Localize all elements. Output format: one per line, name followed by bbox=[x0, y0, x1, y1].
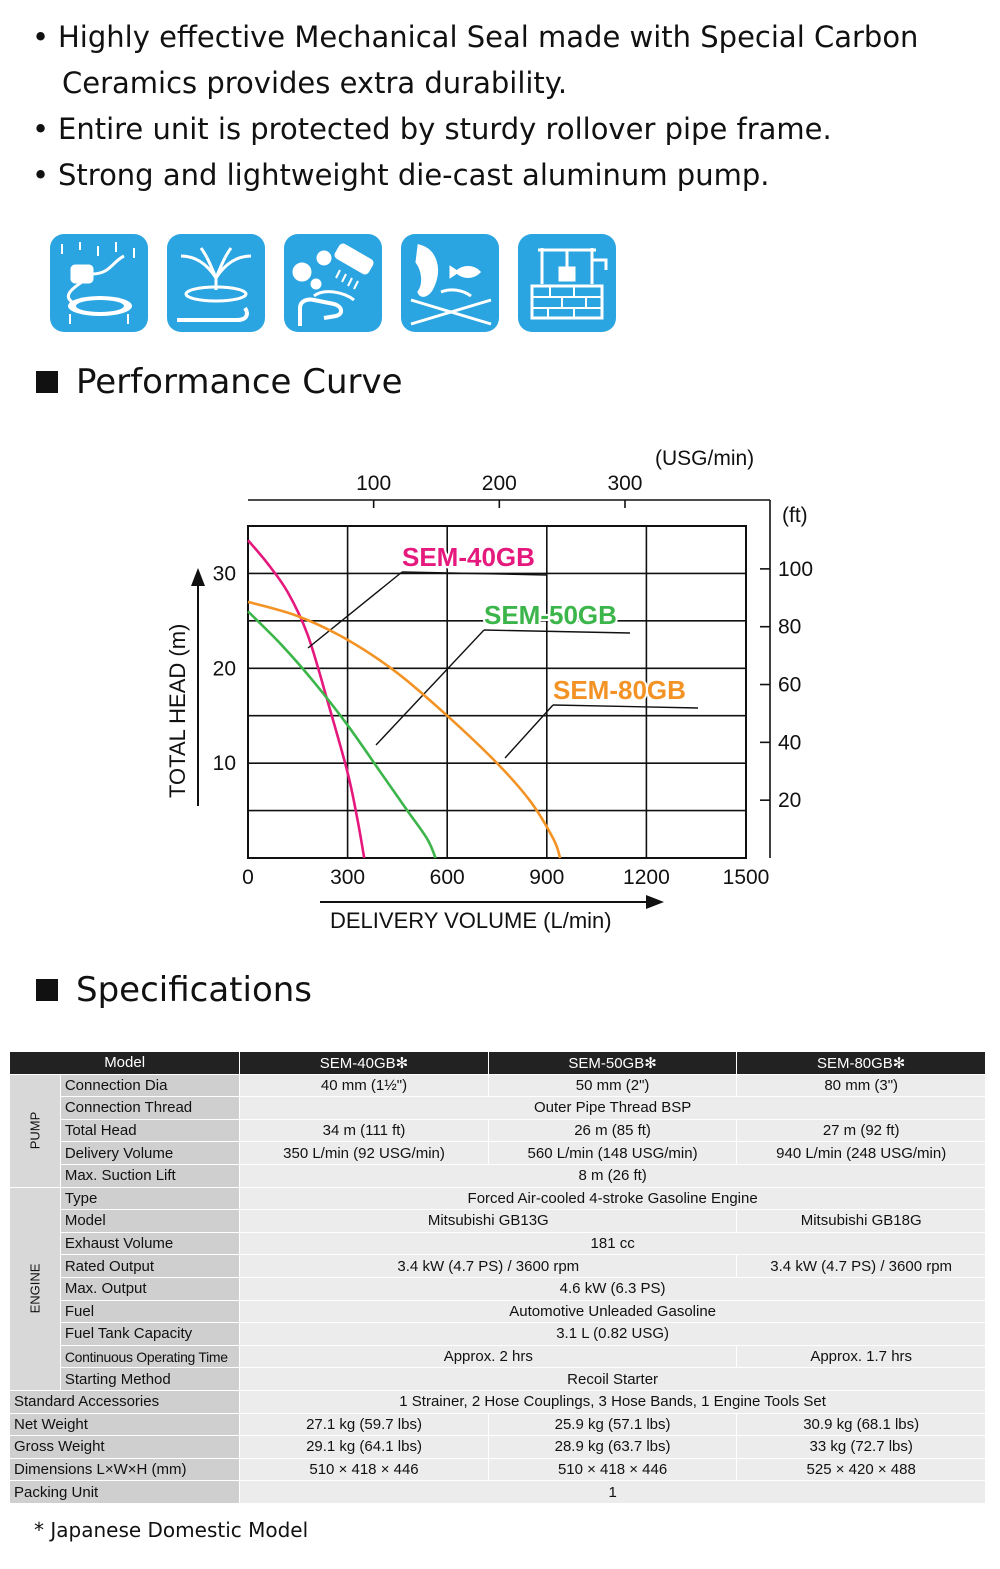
row-group-label bbox=[10, 1075, 61, 1188]
x-tick-label: 300 bbox=[330, 866, 366, 889]
table-row bbox=[10, 1075, 986, 1098]
specifications-table bbox=[10, 1052, 986, 1504]
series-callout-underline bbox=[553, 705, 698, 708]
right-tick-label: 60 bbox=[778, 673, 802, 697]
application-icons bbox=[50, 234, 616, 332]
feature-text: Entire unit is protected by sturdy rollover pipe frame. bbox=[58, 112, 832, 146]
table-row bbox=[10, 1323, 986, 1346]
performance-curve-chart bbox=[150, 440, 830, 940]
cell-value: 560 L/min (148 USG/min) bbox=[489, 1142, 738, 1165]
cell-value: Automotive Unleaded Gasoline bbox=[240, 1301, 986, 1324]
feature-text: Strong and lightweight die-cast aluminum pump. bbox=[58, 158, 770, 192]
row-label: Max. Output bbox=[61, 1278, 240, 1301]
cell-value: 510 × 418 × 446 bbox=[240, 1459, 489, 1482]
cell-value: Approx. 2 hrs bbox=[240, 1346, 737, 1369]
heading-square-icon bbox=[36, 979, 58, 1001]
row-label: Exhaust Volume bbox=[61, 1233, 240, 1256]
cell-value: Mitsubishi GB13G bbox=[240, 1210, 737, 1233]
table-row bbox=[10, 1436, 986, 1459]
feature-text: Highly effective Mechanical Seal made with Special Carbon bbox=[58, 20, 919, 54]
row-label: Dimensions L×W×H (mm) bbox=[10, 1459, 240, 1482]
fish-farm-icon bbox=[401, 234, 499, 332]
y-axis-title: TOTAL HEAD (m) bbox=[165, 623, 190, 798]
top-axis-label: (USG/min) bbox=[655, 447, 755, 470]
section-title: Specifications bbox=[76, 970, 313, 1010]
cell-value: 940 L/min (248 USG/min) bbox=[737, 1142, 986, 1165]
row-label: Packing Unit bbox=[10, 1481, 240, 1504]
table-row bbox=[10, 1414, 986, 1437]
x-axis-arrow-head bbox=[646, 895, 664, 909]
bullet-mark: • bbox=[32, 158, 50, 192]
cell-value: 1 Strainer, 2 Hose Couplings, 3 Hose Bands, 1 Engine Tools Set bbox=[240, 1391, 986, 1414]
cell-value: 34 m (111 ft) bbox=[240, 1120, 489, 1143]
cell-value: 25.9 kg (57.1 lbs) bbox=[489, 1414, 738, 1437]
section-heading-specifications bbox=[36, 970, 312, 1010]
table-row bbox=[10, 1097, 986, 1120]
section-title: Performance Curve bbox=[76, 362, 403, 402]
bullet-mark: • bbox=[32, 112, 50, 146]
cell-value: 26 m (85 ft) bbox=[489, 1120, 738, 1143]
row-label: Total Head bbox=[61, 1120, 240, 1143]
row-label: Gross Weight bbox=[10, 1436, 240, 1459]
cell-value: 4.6 kW (6.3 PS) bbox=[240, 1278, 986, 1301]
row-label: Model bbox=[61, 1210, 240, 1233]
series-line-sem-80gb bbox=[248, 602, 560, 858]
top-tick-label: 300 bbox=[607, 472, 643, 495]
cell-value: 40 mm (1½") bbox=[240, 1075, 489, 1098]
row-label: Max. Suction Lift bbox=[61, 1165, 240, 1188]
heading-square-icon bbox=[36, 371, 58, 393]
table-row bbox=[10, 1481, 986, 1504]
row-label: Delivery Volume bbox=[61, 1142, 240, 1165]
table-row bbox=[10, 1120, 986, 1143]
column-header-model: Model bbox=[10, 1052, 240, 1075]
x-tick-label: 600 bbox=[429, 866, 465, 889]
table-row bbox=[10, 1233, 986, 1256]
row-label: Fuel Tank Capacity bbox=[61, 1323, 240, 1346]
series-label: SEM-50GB bbox=[484, 600, 617, 630]
cell-value: 27.1 kg (59.7 lbs) bbox=[240, 1414, 489, 1437]
cell-value: 181 cc bbox=[240, 1233, 986, 1256]
row-label: Rated Output bbox=[61, 1255, 240, 1278]
cell-value: 80 mm (3") bbox=[737, 1075, 986, 1098]
row-label: Connection Dia bbox=[61, 1075, 240, 1098]
cell-value: 3.4 kW (4.7 PS) / 3600 rpm bbox=[737, 1255, 986, 1278]
feature-item bbox=[30, 152, 980, 198]
series-callout-line bbox=[505, 705, 553, 758]
table-row bbox=[10, 1210, 986, 1233]
row-label: Standard Accessories bbox=[10, 1391, 240, 1414]
cell-value: Approx. 1.7 hrs bbox=[737, 1346, 986, 1369]
cell-value: 27 m (92 ft) bbox=[737, 1120, 986, 1143]
bullet-mark: • bbox=[32, 20, 50, 54]
feature-text-continued: Ceramics provides extra durability. bbox=[62, 66, 568, 100]
top-tick-label: 200 bbox=[481, 472, 517, 495]
table-row bbox=[10, 1368, 986, 1391]
cell-value: 29.1 kg (64.1 lbs) bbox=[240, 1436, 489, 1459]
right-axis-label: (ft) bbox=[782, 504, 808, 527]
feature-list bbox=[30, 14, 980, 198]
x-tick-label: 0 bbox=[242, 866, 254, 889]
cell-value: 525 × 420 × 488 bbox=[737, 1459, 986, 1482]
row-label: Connection Thread bbox=[61, 1097, 240, 1120]
cell-value: 350 L/min (92 USG/min) bbox=[240, 1142, 489, 1165]
row-label: Fuel bbox=[61, 1301, 240, 1324]
row-label: Continuous Operating Time bbox=[61, 1346, 240, 1369]
y-tick-label: 10 bbox=[212, 752, 236, 776]
right-tick-label: 40 bbox=[778, 731, 802, 755]
series-callout-underline bbox=[484, 630, 630, 633]
x-tick-label: 1500 bbox=[722, 866, 770, 889]
sprinkler-icon bbox=[167, 234, 265, 332]
x-tick-label: 900 bbox=[529, 866, 565, 889]
column-header-sem-80gb: SEM-80GB✻ bbox=[737, 1052, 986, 1075]
y-tick-label: 30 bbox=[212, 562, 236, 586]
table-row bbox=[10, 1459, 986, 1482]
cell-value: 3.1 L (0.82 USG) bbox=[240, 1323, 986, 1346]
footnote: * Japanese Domestic Model bbox=[34, 1518, 309, 1542]
right-tick-label: 20 bbox=[778, 789, 802, 813]
cell-value: 33 kg (72.7 lbs) bbox=[737, 1436, 986, 1459]
row-label: Type bbox=[61, 1188, 240, 1211]
cell-value: 3.4 kW (4.7 PS) / 3600 rpm bbox=[240, 1255, 737, 1278]
table-row bbox=[10, 1142, 986, 1165]
x-axis-title: DELIVERY VOLUME (L/min) bbox=[330, 908, 612, 933]
column-header-sem-50gb: SEM-50GB✻ bbox=[489, 1052, 738, 1075]
feature-item bbox=[30, 14, 980, 106]
cell-value: 30.9 kg (68.1 lbs) bbox=[737, 1414, 986, 1437]
table-row bbox=[10, 1188, 986, 1211]
cell-value: 50 mm (2") bbox=[489, 1075, 738, 1098]
series-label: SEM-80GB bbox=[553, 675, 686, 705]
series-callout-line bbox=[376, 630, 484, 745]
table-row bbox=[10, 1165, 986, 1188]
table-header-row bbox=[10, 1052, 986, 1075]
table-row bbox=[10, 1301, 986, 1324]
irrigation-pond-icon bbox=[50, 234, 148, 332]
right-tick-label: 100 bbox=[778, 557, 814, 581]
cell-value: Outer Pipe Thread BSP bbox=[240, 1097, 986, 1120]
cell-value: Mitsubishi GB18G bbox=[737, 1210, 986, 1233]
row-group-label bbox=[10, 1188, 61, 1391]
cell-value: Recoil Starter bbox=[240, 1368, 986, 1391]
table-row bbox=[10, 1346, 986, 1369]
row-group-text: ENGINE bbox=[27, 1263, 43, 1314]
row-group-text: PUMP bbox=[27, 1111, 43, 1150]
table-row bbox=[10, 1255, 986, 1278]
x-tick-label: 1200 bbox=[623, 866, 670, 889]
cell-value: 28.9 kg (63.7 lbs) bbox=[489, 1436, 738, 1459]
top-tick-label: 100 bbox=[356, 472, 392, 495]
table-row bbox=[10, 1391, 986, 1414]
section-heading-performance bbox=[36, 362, 403, 402]
y-tick-label: 20 bbox=[212, 657, 236, 681]
y-axis-arrow-head bbox=[191, 568, 205, 586]
table-row bbox=[10, 1278, 986, 1301]
cell-value: 1 bbox=[240, 1481, 986, 1504]
cell-value: Forced Air-cooled 4-stroke Gasoline Engine bbox=[240, 1188, 986, 1211]
series-label: SEM-40GB bbox=[402, 542, 535, 572]
row-label: Net Weight bbox=[10, 1414, 240, 1437]
row-label: Starting Method bbox=[61, 1368, 240, 1391]
cell-value: 510 × 418 × 446 bbox=[489, 1459, 738, 1482]
feature-item bbox=[30, 106, 980, 152]
water-well-icon bbox=[518, 234, 616, 332]
series-line-sem-50gb bbox=[248, 611, 436, 858]
cleaning-brush-icon bbox=[284, 234, 382, 332]
column-header-sem-40gb: SEM-40GB✻ bbox=[240, 1052, 489, 1075]
right-tick-label: 80 bbox=[778, 615, 802, 639]
cell-value: 8 m (26 ft) bbox=[240, 1165, 986, 1188]
series-callout-line bbox=[308, 572, 402, 648]
